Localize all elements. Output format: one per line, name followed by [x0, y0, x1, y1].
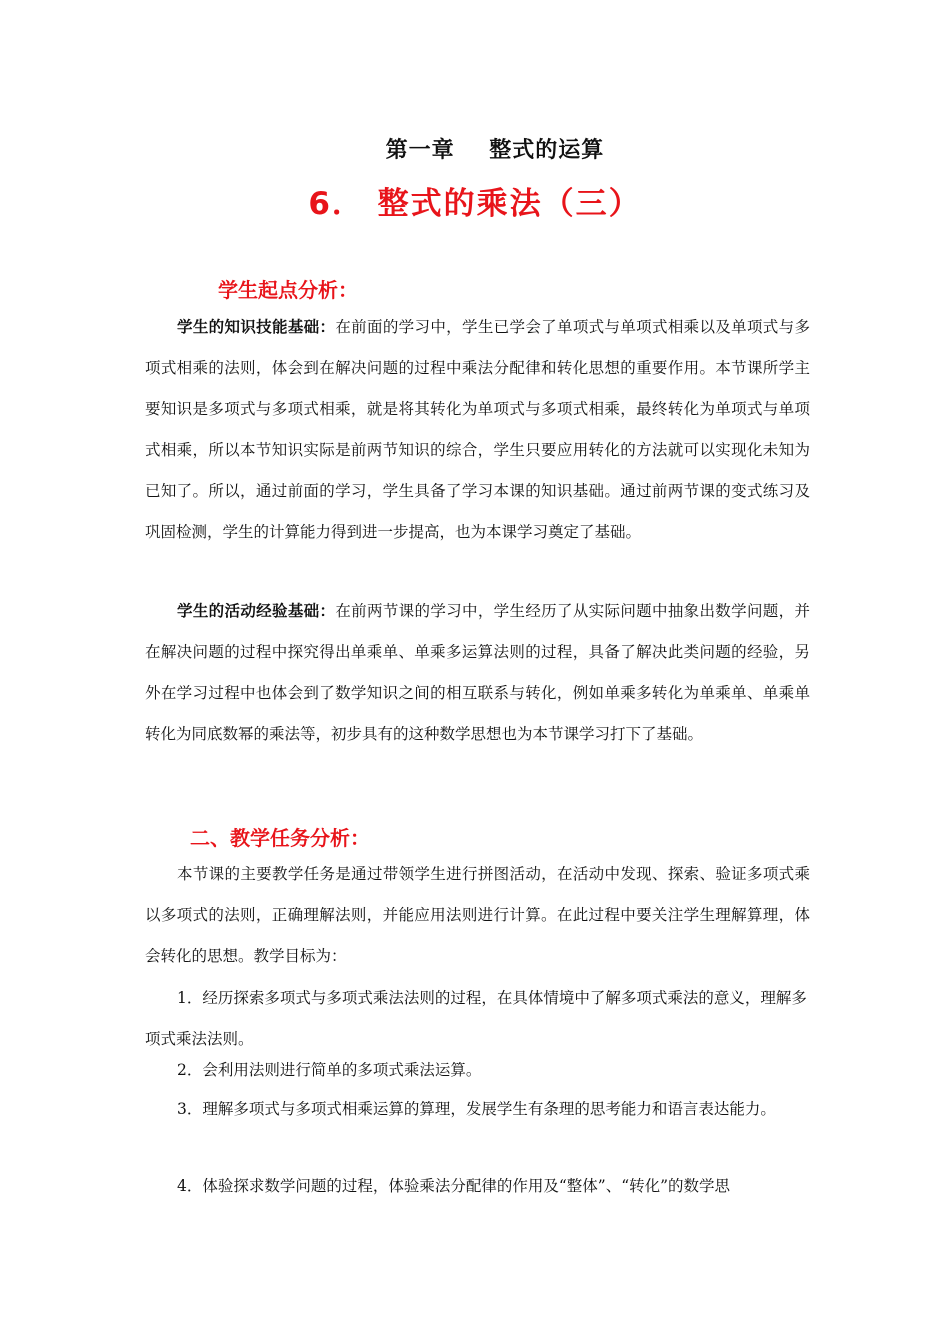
paragraph-lead: 学生的活动经验基础：: [177, 602, 336, 620]
chapter-title: 第一章 整式的运算: [385, 138, 605, 163]
lesson-title: 6． 整式的乘法（三）: [308, 186, 642, 222]
section-heading-student-analysis: 学生起点分析：: [218, 278, 358, 302]
goal-item: 2．会利用法则进行简单的多项式乘法运算。: [177, 1061, 482, 1079]
goal-item: 1．经历探索多项式与多项式乘法法则的过程，在具体情境中了解多项式乘法的意义，理解多项式乘法法则。: [145, 989, 807, 1048]
paragraph-activity-foundation: [145, 591, 810, 755]
paragraph-task-intro: 本节课的主要教学任务是通过带领学生进行拼图活动，在活动中发现、探索、验证多项式乘以多项式的法则，正确理解法则，并能应用法则进行计算。在此过程中要关注学生理解算理，体会转化的思想。教学目标为：: [145, 865, 810, 965]
paragraph-body: 在前两节课的学习中，学生经历了从实际问题中抽象出数学问题，并在解决问题的过程中探究得出单乘单、单乘多运算法则的过程，具备了解决此类问题的经验，另外在学习过程中也体会到了数学知识之间的相互联系与转化，例如单乘多转化为单乘单、单乘单转化为同底数幂的乘法等，初步具有的这种数学思想也为本节课学习打下了基础。: [145, 602, 810, 743]
paragraph-knowledge-foundation: [145, 307, 810, 553]
goal-item: 4．体验探求数学问题的过程，体验乘法分配律的作用及“整体”、“转化”的数学思: [177, 1177, 731, 1195]
section-heading-task-analysis: 二、教学任务分析：: [190, 826, 370, 850]
goal-item: 3．理解多项式与多项式相乘运算的算理，发展学生有条理的思考能力和语言表达能力。: [177, 1100, 776, 1118]
paragraph-lead: 学生的知识技能基础：: [177, 318, 336, 336]
paragraph-body: 在前面的学习中，学生已学会了单项式与单项式相乘以及单项式与多项式相乘的法则，体会到在解决问题的过程中乘法分配律和转化思想的重要作用。本节课所学主要知识是多项式与多项式相乘，就是将其转化为单项式与多项式相乘，最终转化为单项式与单项式相乘，所以本节知识实际是前两节知识的综合，学生只要应用转化的方法就可以实现化未知为已知了。所以，通过前面的学习，学生具备了学习本课的知识基础。通过前两节课的变式练习及巩固检测，学生的计算能力得到进一步提高，也为本课学习奠定了基础。: [145, 318, 810, 541]
